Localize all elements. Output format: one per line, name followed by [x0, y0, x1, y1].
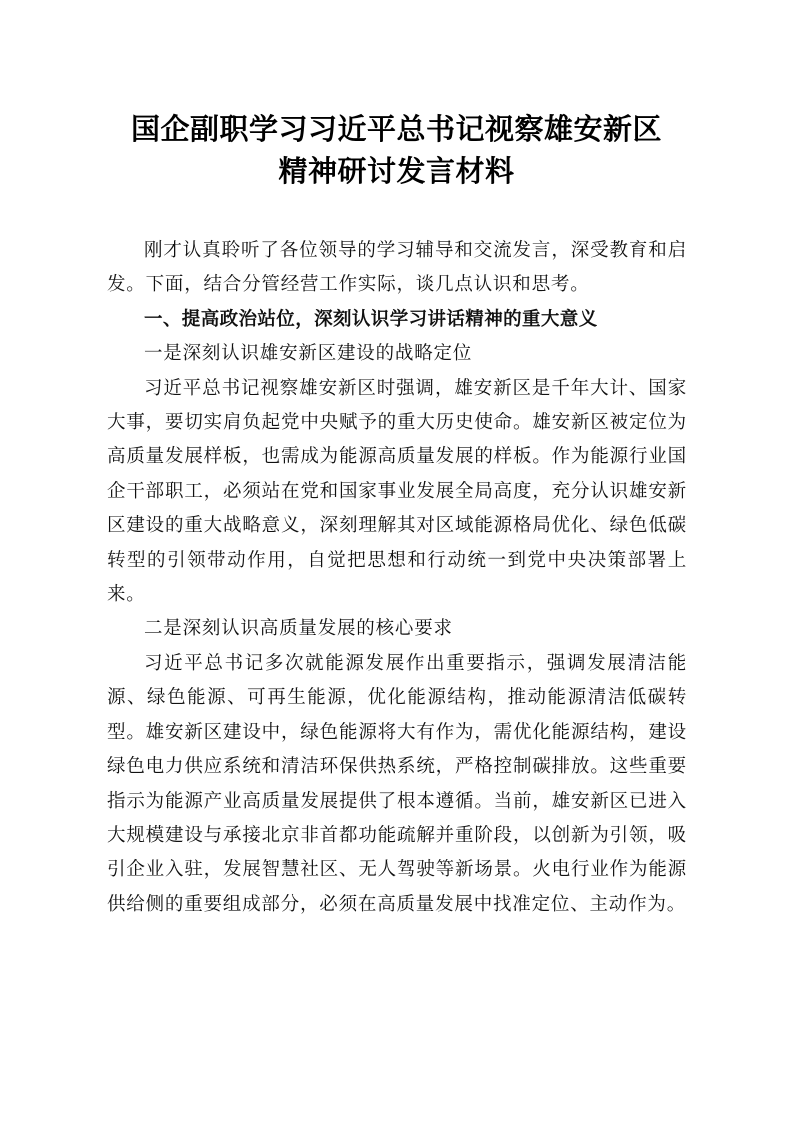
subheading-1: 一是深刻认识雄安新区建设的战略定位 — [144, 343, 473, 365]
section-heading-1: 一、提高政治站位，深刻认识学习讲话精神的重大意义 — [144, 308, 598, 330]
intro-paragraph: 刚才认真聆听了各位领导的学习辅导和交流发言，深受教育和启发。下面，结合分管经营工作实际，谈几点认识和思考。 — [107, 240, 687, 296]
body-paragraph-1: 习近平总书记视察雄安新区时强调，雄安新区是千年大计、国家大事，要切实肩负起党中央赋予的重大历史使命。雄安新区被定位为高质量发展样板，也需成为能源高质量发展的样板。作为能源行业国企干部职工，必须站在党和国家事业发展全局高度，充分认识雄安新区建设的重大战略意义，深刻理解其对区域能源格局优化、绿色低碳转型的引领带动作用，自觉把思想和行动统一到党中央决策部署上来。 — [107, 377, 687, 606]
body-paragraph-2: 习近平总书记多次就能源发展作出重要指示，强调发展清洁能源、绿色能源、可再生能源，优化能源结构，推动能源清洁低碳转型。雄安新区建设中，绿色能源将大有作为，需优化能源结构，建设绿色电力供应系统和清洁环保供热系统，严格控制碳排放。这些重要指示为能源产业高质量发展提供了根本遵循。当前，雄安新区已进入大规模建设与承接北京非首都功能疏解并重阶段，以创新为引领，吸引企业入驻，发展智慧社区、无人驾驶等新场景。火电行业作为能源供给侧的重要组成部分，必须在高质量发展中找准定位、主动作为。 — [107, 652, 687, 915]
document-body — [107, 234, 687, 922]
title-line-2: 精神研讨发言材料 — [278, 154, 515, 188]
subheading-2: 二是深刻认识高质量发展的核心要求 — [144, 618, 453, 640]
document-title — [100, 108, 693, 192]
title-line-1: 国企副职学习习近平总书记视察雄安新区 — [130, 112, 662, 146]
